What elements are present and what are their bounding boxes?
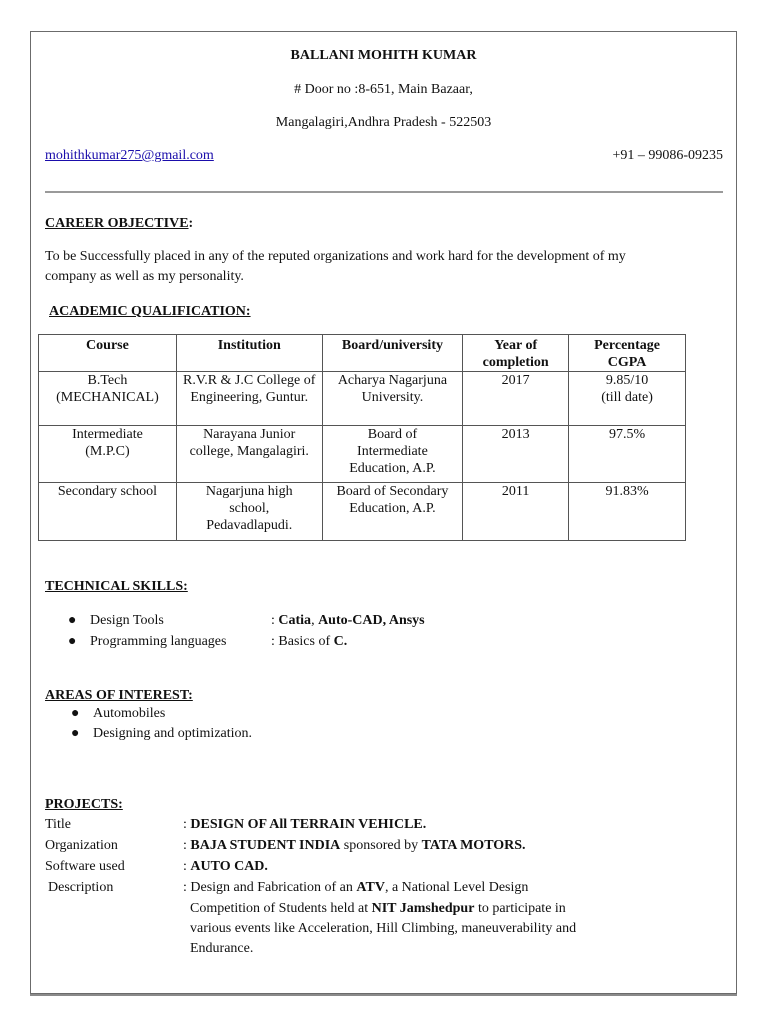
bullet-icon: ● bbox=[71, 706, 80, 721]
project-title-label: Title bbox=[45, 817, 71, 832]
projects-heading: PROJECTS: bbox=[45, 797, 123, 812]
skill-value: Catia bbox=[278, 613, 312, 628]
project-description-line-4: Endurance. bbox=[190, 941, 254, 956]
skill-separator: : Basics of bbox=[271, 634, 334, 649]
table-cell: 9.85/10 (till date) bbox=[569, 372, 686, 426]
project-description-line-1: : Design and Fabrication of an ATV, a National Level Design bbox=[183, 880, 529, 895]
column-header: Percentage CGPA bbox=[569, 335, 686, 372]
table-cell: 2011 bbox=[463, 483, 569, 541]
table-cell: Secondary school bbox=[39, 483, 177, 541]
project-description-label: Description bbox=[48, 880, 114, 895]
candidate-name: BALLANI MOHITH KUMAR bbox=[290, 48, 477, 63]
list-item bbox=[71, 724, 253, 744]
skill-label: Design Tools bbox=[90, 613, 164, 628]
table-cell: R.V.R & J.C College of Engineering, Guntur. bbox=[176, 372, 322, 426]
project-description-line-2: Competition of Students held at NIT Jamshedpur to participate in bbox=[190, 901, 566, 916]
academic-table bbox=[38, 334, 686, 541]
table-row bbox=[39, 372, 686, 426]
career-objective-heading: CAREER OBJECTIVE: bbox=[45, 216, 194, 231]
bullet-icon: ● bbox=[68, 613, 77, 628]
skill-separator: : bbox=[271, 613, 279, 628]
technical-skills-heading: TECHNICAL SKILLS: bbox=[45, 579, 188, 594]
table-cell: Intermediate (M.P.C) bbox=[39, 426, 177, 483]
column-header: Course bbox=[39, 335, 177, 372]
areas-of-interest-heading: AREAS OF INTEREST: bbox=[45, 688, 193, 703]
project-org-value: : BAJA STUDENT INDIA sponsored by TATA MOTORS. bbox=[183, 838, 526, 853]
table-row bbox=[39, 426, 686, 483]
phone-number: +91 – 99086-09235 bbox=[612, 148, 723, 163]
list-item bbox=[68, 610, 425, 631]
project-description-line-3: various events like Acceleration, Hill Climbing, maneuverability and bbox=[190, 921, 577, 936]
table-cell: Nagarjuna high school, Pedavadlapudi. bbox=[176, 483, 322, 541]
skill-value-separator: , bbox=[311, 613, 319, 628]
table-cell: Board of Secondary Education, A.P. bbox=[322, 483, 463, 541]
table-cell: 2013 bbox=[463, 426, 569, 483]
page-bottom-border bbox=[30, 994, 737, 996]
header-divider bbox=[45, 191, 723, 193]
address-line-1: # Door no :8-651, Main Bazaar, bbox=[294, 82, 473, 97]
project-software-value: : AUTO CAD. bbox=[183, 859, 268, 874]
project-title-value: : DESIGN OF All TERRAIN VEHICLE. bbox=[183, 817, 427, 832]
table-cell: Board of Intermediate Education, A.P. bbox=[322, 426, 463, 483]
list-item bbox=[71, 704, 252, 724]
project-org-label: Organization bbox=[45, 838, 118, 853]
skill-value: Auto-CAD, Ansys bbox=[318, 613, 425, 628]
column-header: Board/university bbox=[322, 335, 463, 372]
table-cell: 97.5% bbox=[569, 426, 686, 483]
bullet-icon: ● bbox=[71, 726, 80, 741]
areas-of-interest-list bbox=[71, 704, 253, 744]
career-objective-line-2: company as well as my personality. bbox=[45, 269, 244, 284]
table-cell: B.Tech (MECHANICAL) bbox=[39, 372, 177, 426]
skill-value: C. bbox=[333, 634, 348, 649]
academic-heading: ACADEMIC QUALIFICATION: bbox=[49, 304, 251, 319]
bullet-icon: ● bbox=[68, 634, 77, 649]
address-line-2: Mangalagiri,Andhra Pradesh - 522503 bbox=[275, 115, 492, 130]
table-cell: Narayana Junior college, Mangalagiri. bbox=[176, 426, 322, 483]
project-software-label: Software used bbox=[45, 859, 125, 874]
column-header: Year of completion bbox=[463, 335, 569, 372]
skill-label: Programming languages bbox=[90, 634, 227, 649]
table-row bbox=[39, 483, 686, 541]
table-cell: 2017 bbox=[463, 372, 569, 426]
career-objective-line-1: To be Successfully placed in any of the reputed organizations and work hard for the development of my bbox=[45, 249, 626, 264]
list-item bbox=[68, 631, 425, 652]
table-cell: Acharya Nagarjuna University. bbox=[322, 372, 463, 426]
email-link[interactable]: mohithkumar275@gmail.com bbox=[45, 148, 214, 163]
column-header: Institution bbox=[176, 335, 322, 372]
interest-label: Designing and optimization. bbox=[93, 726, 253, 741]
interest-label: Automobiles bbox=[93, 706, 166, 721]
table-cell: 91.83% bbox=[569, 483, 686, 541]
technical-skills-list bbox=[68, 610, 425, 652]
